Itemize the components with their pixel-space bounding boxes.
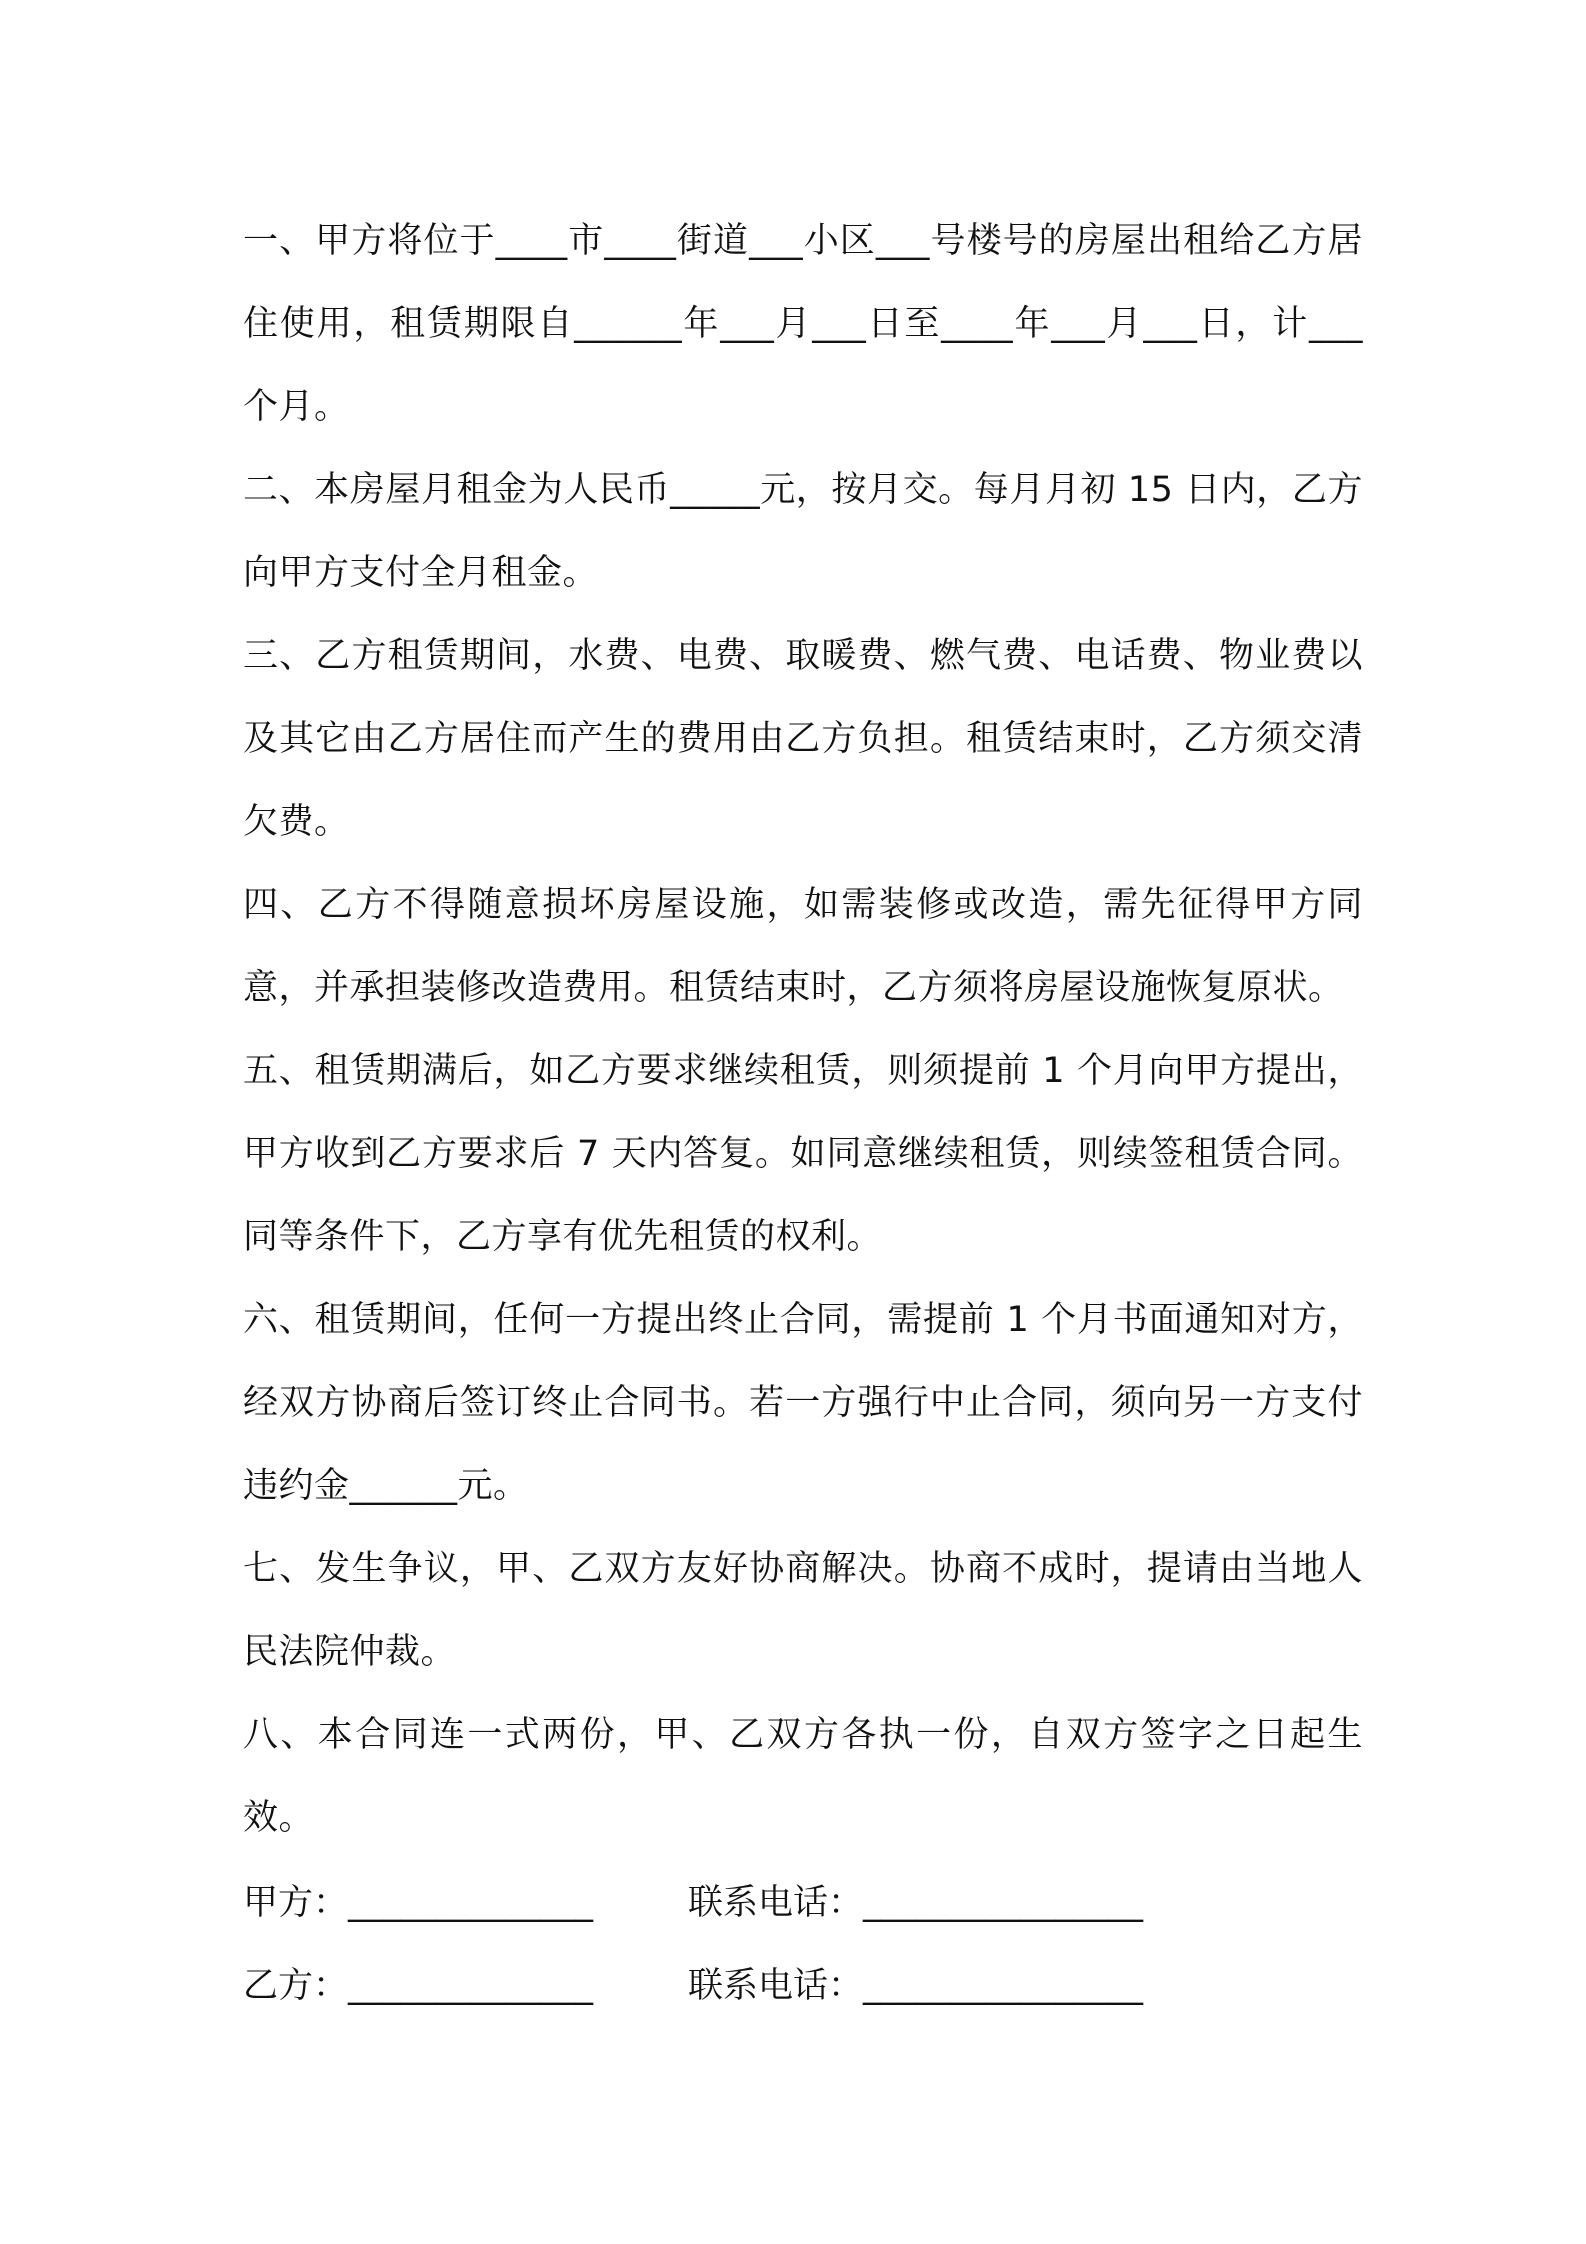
clause-3: 三、乙方租赁期间，水费、电费、取暖费、燃气费、电话费、物业费以及其它由乙方居住而产生的费用由乙方负担。租赁结束时，乙方须交清欠费。 xyxy=(243,636,1363,842)
clause-2: 二、本房屋月租金为人民币_____元，按月交。每月月初 15 日内，乙方向甲方支付全月租金。 xyxy=(243,470,1363,593)
contract-page xyxy=(243,200,1363,2028)
party-b-phone-line: 联系电话：________________ xyxy=(688,1966,1144,2006)
clause-8: 八、本合同连一式两份，甲、乙双方各执一份，自双方签字之日起生效。 xyxy=(243,1715,1363,1838)
clause-7: 七、发生争议，甲、乙双方友好协商解决。协商不成时，提请由当地人民法院仲裁。 xyxy=(243,1549,1363,1672)
clause-1: 一、甲方将位于____市____街道___小区___号楼号的房屋出租给乙方居住使用，租赁期限自______年___月___日至____年___月___日，计___个月。 xyxy=(243,221,1363,427)
clause-5: 五、租赁期满后，如乙方要求继续租赁，则须提前 1 个月向甲方提出，甲方收到乙方要求后 7 天内答复。如同意继续租赁，则续签租赁合同。同等条件下，乙方享有优先租赁的权利。 xyxy=(243,1051,1363,1257)
party-b-signature-line: 乙方：______________ xyxy=(243,1966,594,2006)
clause-6: 六、租赁期间，任何一方提出终止合同，需提前 1 个月书面通知对方，经双方协商后签订终止合同书。若一方强行中止合同，须向另一方支付违约金______元。 xyxy=(243,1300,1363,1506)
signature-block xyxy=(243,1862,1363,2028)
party-a-signature-line: 甲方：______________ xyxy=(243,1883,594,1923)
signature-row-party-a xyxy=(243,1862,1363,1945)
signature-row-party-b xyxy=(243,1945,1363,2028)
clause-4: 四、乙方不得随意损坏房屋设施，如需装修或改造，需先征得甲方同意，并承担装修改造费用。租赁结束时，乙方须将房屋设施恢复原状。 xyxy=(243,885,1363,1008)
party-a-phone-line: 联系电话：________________ xyxy=(688,1883,1144,1923)
